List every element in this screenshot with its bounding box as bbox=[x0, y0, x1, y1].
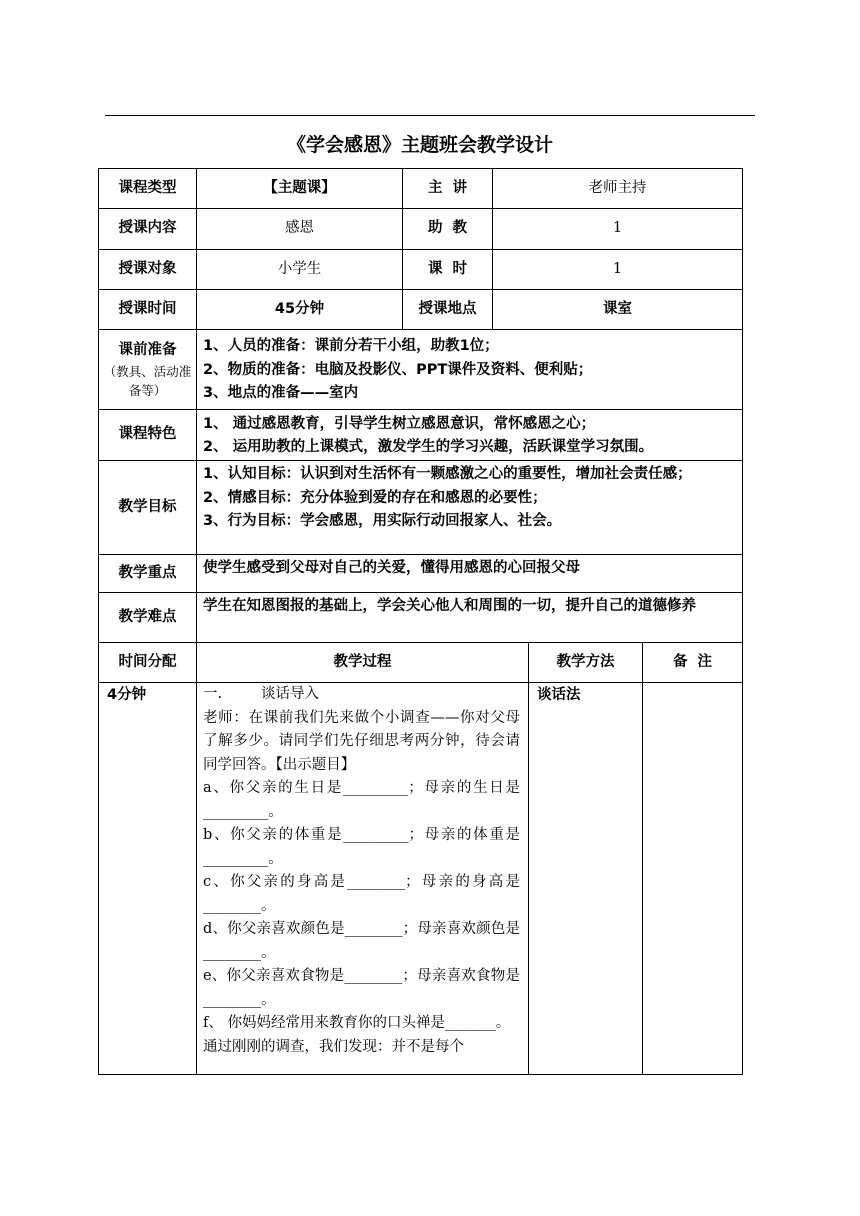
question-item: c、你父亲的身高是________；母亲的身高是________。 bbox=[203, 874, 520, 914]
header-rule bbox=[105, 115, 755, 116]
prep-sublabel: （教具、活动准备等） bbox=[103, 364, 192, 399]
assistant-value: 1 bbox=[493, 209, 743, 250]
goals-line: 1、认知目标：认识到对生活怀有一颗感激之心的重要性，增加社会责任感； bbox=[203, 466, 692, 482]
features-line: 1、 通过感恩教育，引导学生树立感恩意识，常怀感恩之心； bbox=[203, 415, 596, 432]
row-difficulty bbox=[99, 593, 743, 643]
difficulty-label: 教学难点 bbox=[99, 593, 197, 643]
features-content bbox=[197, 410, 743, 461]
prep-label-cell bbox=[99, 330, 197, 410]
location-label: 授课地点 bbox=[403, 290, 493, 330]
row-preparation bbox=[99, 330, 743, 410]
row-duration bbox=[99, 290, 743, 330]
section-heading bbox=[203, 683, 520, 707]
process-content bbox=[197, 683, 529, 1075]
process-text-area bbox=[203, 683, 520, 1071]
location-value: 课室 bbox=[493, 290, 743, 330]
goals-line: 3、行为目标：学会感恩，用实际行动回报家人、社会。 bbox=[203, 513, 562, 529]
lecturer-label: 主 讲 bbox=[403, 169, 493, 209]
prep-line: 2、物质的准备：电脑及投影仪、PPT课件及资料、便利贴； bbox=[203, 361, 593, 378]
question-item: e、你父亲喜欢食物是________；母亲喜欢食物是________。 bbox=[203, 968, 520, 1008]
row-goals bbox=[99, 461, 743, 555]
lecturer-value: 老师主持 bbox=[493, 169, 743, 209]
goals-label: 教学目标 bbox=[99, 461, 197, 555]
audience-label: 授课对象 bbox=[99, 250, 197, 290]
assistant-label: 助 教 bbox=[403, 209, 493, 250]
duration-value: 45分钟 bbox=[197, 290, 403, 330]
course-type-label: 课程类型 bbox=[99, 169, 197, 209]
question-item: d、你父亲喜欢颜色是________；母亲喜欢颜色是________。 bbox=[203, 921, 520, 961]
duration-label: 授课时间 bbox=[99, 290, 197, 330]
question-item: f、 你妈妈经常用来教育你的口头禅是_______。 bbox=[203, 1015, 511, 1031]
features-label: 课程特色 bbox=[99, 410, 197, 461]
section-number: 一. bbox=[203, 686, 223, 702]
difficulty-text: 学生在知恩图报的基础上，学会关心他人和周围的一切，提升自己的道德修养 bbox=[197, 593, 743, 643]
prep-label: 课前准备 bbox=[118, 341, 177, 358]
key-point-label: 教学重点 bbox=[99, 555, 197, 593]
features-line: 2、 运用助教的上课模式，激发学生的学习兴趣，活跃课堂学习氛围。 bbox=[203, 439, 654, 455]
row-course-type bbox=[99, 169, 743, 209]
question-item: b、你父亲的体重是_________；母亲的体重是_________。 bbox=[203, 827, 520, 867]
prep-content bbox=[197, 330, 743, 410]
hours-label: 课 时 bbox=[403, 250, 493, 290]
row-content bbox=[99, 209, 743, 250]
row-audience bbox=[99, 250, 743, 290]
prep-line: 1、人员的准备：课前分若干小组，助教1位； bbox=[203, 338, 499, 355]
audience-value: 小学生 bbox=[197, 250, 403, 290]
document-title: 《学会感恩》主题班会教学设计 bbox=[286, 134, 553, 156]
content-label: 授课内容 bbox=[99, 209, 197, 250]
row-key-point bbox=[99, 555, 743, 593]
course-type-value: 【主题课】 bbox=[197, 169, 403, 209]
section-title: 谈话导入 bbox=[261, 686, 319, 702]
row-process-body bbox=[99, 683, 743, 1075]
goals-content bbox=[197, 461, 743, 555]
prep-line: 3、地点的准备——室内 bbox=[203, 385, 359, 402]
time-header: 时间分配 bbox=[99, 643, 197, 683]
note-value bbox=[643, 683, 743, 1075]
hours-value: 1 bbox=[493, 250, 743, 290]
key-point-text: 使学生感受到父母对自己的关爱，懂得用感恩的心回报父母 bbox=[197, 555, 743, 593]
content-value: 感恩 bbox=[197, 209, 403, 250]
goals-line: 2、情感目标：充分体验到爱的存在和感恩的必要性； bbox=[203, 489, 547, 506]
question-item: a、你父亲的生日是_________；母亲的生日是_________。 bbox=[203, 780, 520, 820]
process-header: 教学过程 bbox=[197, 643, 529, 683]
note-header: 备 注 bbox=[643, 643, 743, 683]
time-value: 4分钟 bbox=[99, 683, 197, 1075]
row-process-header bbox=[99, 643, 743, 683]
row-features bbox=[99, 410, 743, 461]
method-header: 教学方法 bbox=[529, 643, 643, 683]
intro-paragraph: 老师：在课前我们先来做个小调查——你对父母了解多少。请同学们先仔细思考两分钟，待会请同学回答。【出示题目】 bbox=[203, 709, 520, 773]
lesson-plan-table bbox=[98, 168, 743, 1075]
method-value: 谈话法 bbox=[529, 683, 643, 1075]
conclusion-paragraph: 通过刚刚的调查，我们发现：并不是每个 bbox=[203, 1038, 464, 1055]
